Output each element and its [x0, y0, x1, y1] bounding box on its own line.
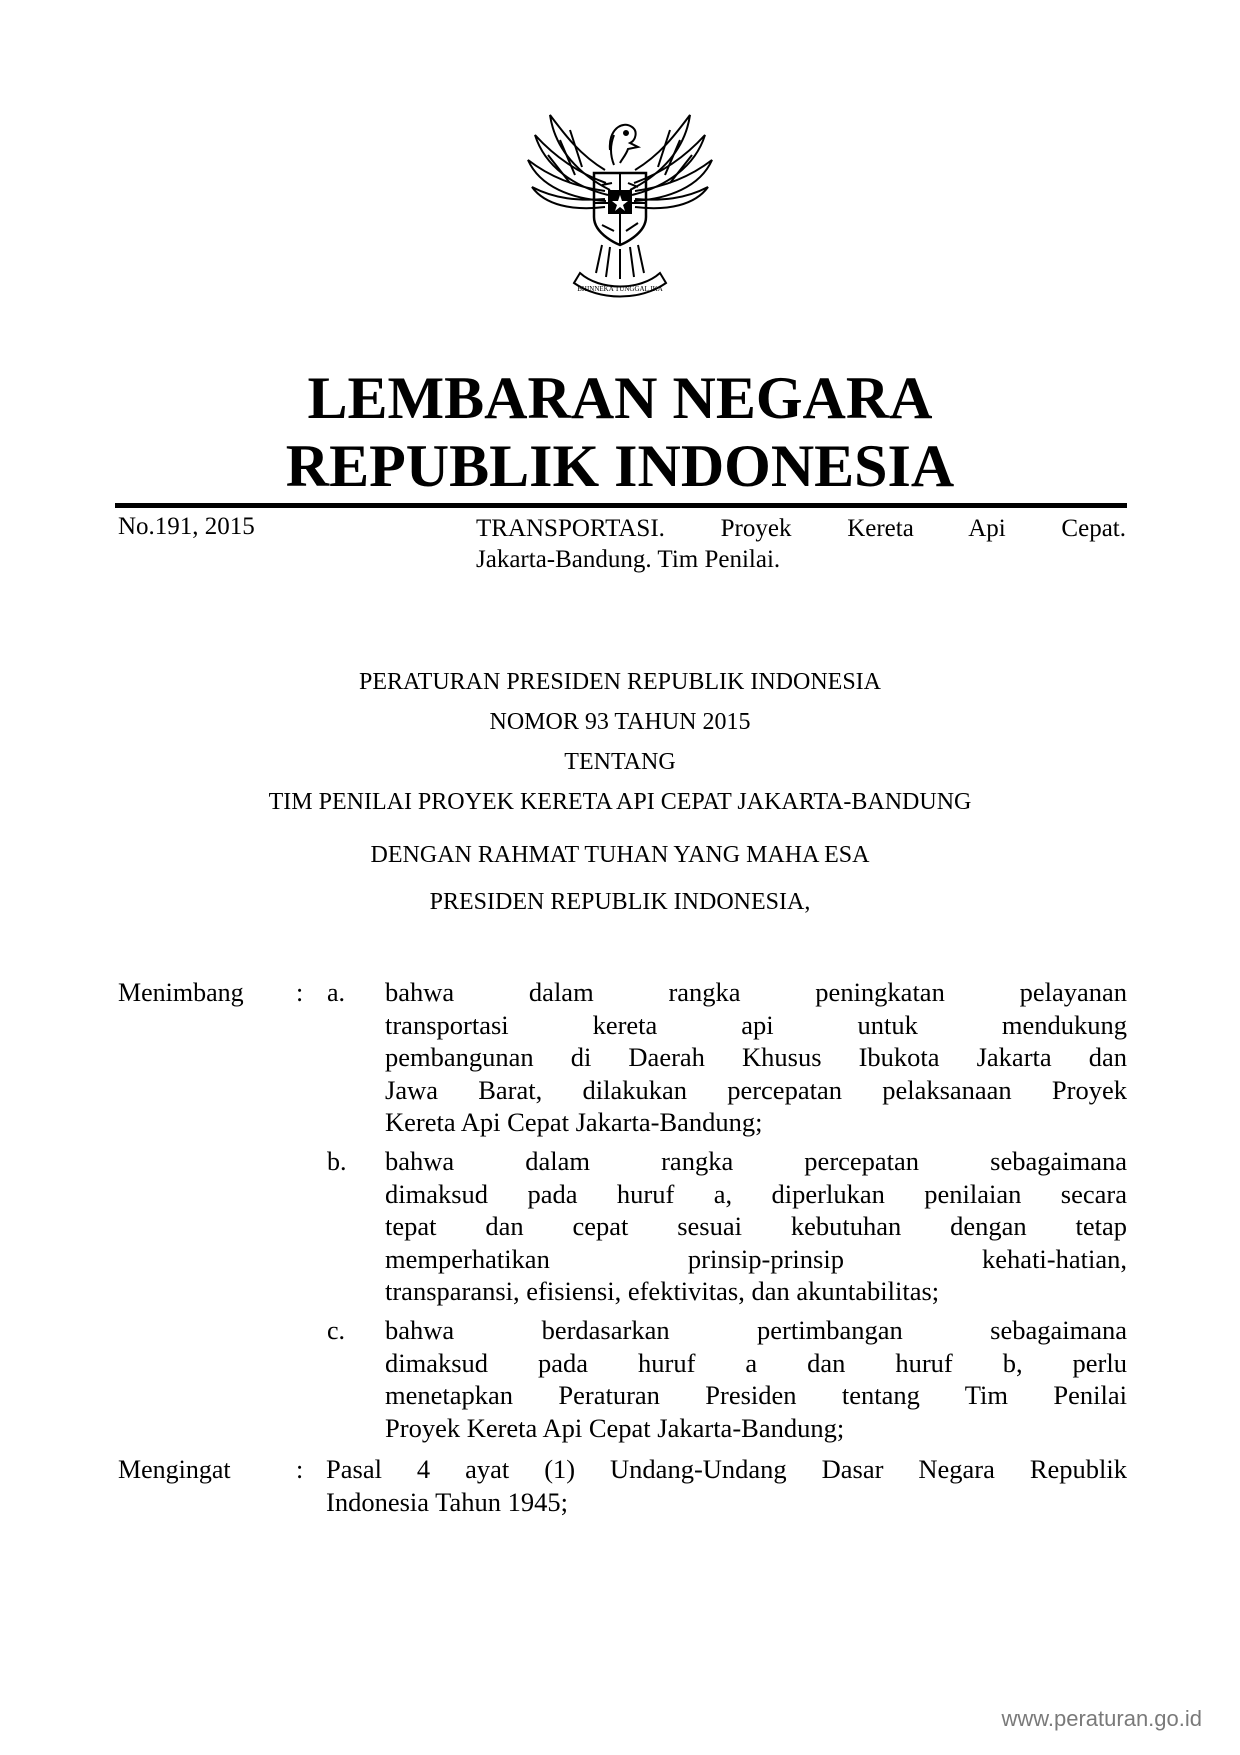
- president-heading: PRESIDEN REPUBLIK INDONESIA,: [429, 889, 811, 915]
- menimbang-item-c-marker: c.: [327, 1316, 346, 1345]
- menimbang-item-a-marker: a.: [327, 978, 346, 1007]
- regulation-number: NOMOR 93 TAHUN 2015: [489, 709, 751, 735]
- regulation-subject: TIM PENILAI PROYEK KERETA API CEPAT JAKARTA-BANDUNG: [268, 789, 972, 815]
- text-line: transparansi, efisiensi, efektivitas, dan akuntabilitas;: [385, 1276, 940, 1306]
- text-line: Jawa Barat, dilakukan percepatan pelaksanaan Proyek: [385, 1074, 1127, 1105]
- masthead-title-line1: LEMBARAN NEGARA: [307, 365, 933, 431]
- masthead-divider: [115, 503, 1127, 508]
- menimbang-item-b: [385, 1145, 1127, 1308]
- text-line: Kereta Api Cepat Jakarta-Bandung;: [385, 1107, 763, 1137]
- text-line: bahwa dalam rangka percepatan sebagaimana: [385, 1146, 1127, 1176]
- gazette-subject-line1: TRANSPORTASI. Proyek Kereta Api Cepat.: [476, 515, 1126, 542]
- text-line: bahwa berdasarkan pertimbangan sebagaimana: [385, 1315, 1127, 1345]
- mengingat-item: [326, 1453, 1127, 1518]
- text-line: Proyek Kereta Api Cepat Jakarta-Bandung;: [385, 1412, 845, 1443]
- text-line: dimaksud pada huruf a dan huruf b, perlu: [385, 1347, 1127, 1378]
- masthead-title-line2: REPUBLIK INDONESIA: [285, 433, 955, 499]
- menimbang-item-a: [385, 976, 1127, 1139]
- text-line: pembangunan di Daerah Khusus Ibukota Jakarta dan: [385, 1042, 1127, 1072]
- garuda-emblem: [510, 95, 730, 315]
- emblem-motto: BHINNEKA TUNGGAL IKA: [577, 285, 663, 293]
- gazette-number: No.191, 2015: [118, 513, 255, 540]
- regulation-title-line1: PERATURAN PRESIDEN REPUBLIK INDONESIA: [358, 669, 882, 695]
- gazette-subject-line2: Jakarta-Bandung. Tim Penilai.: [476, 546, 781, 573]
- text-line: menetapkan Peraturan Presiden tentang Tim Penilai: [385, 1380, 1127, 1410]
- text-line: transportasi kereta api untuk mendukung: [385, 1009, 1127, 1040]
- gazette-subject: [476, 513, 1126, 575]
- text-line: dimaksud pada huruf a, diperlukan penilaian secara: [385, 1178, 1127, 1209]
- text-line: tepat dan cepat sesuai kebutuhan dengan tetap: [385, 1211, 1127, 1241]
- website-watermark: www.peraturan.go.id: [1001, 1706, 1202, 1731]
- mengingat-colon: :: [296, 1455, 304, 1484]
- menimbang-item-b-marker: b.: [327, 1147, 347, 1176]
- text-line: memperhatikan prinsip-prinsip kehati-hatian,: [385, 1243, 1127, 1274]
- regulation-tentang: TENTANG: [564, 749, 676, 775]
- menimbang-label: Menimbang: [118, 978, 244, 1007]
- menimbang-item-c: [385, 1314, 1127, 1444]
- invocation: DENGAN RAHMAT TUHAN YANG MAHA ESA: [370, 842, 870, 868]
- text-line: Indonesia Tahun 1945;: [326, 1486, 569, 1517]
- menimbang-colon: :: [296, 978, 304, 1007]
- text-line: Pasal 4 ayat (1) Undang-Undang Dasar Negara Republik: [326, 1454, 1127, 1484]
- text-line: bahwa dalam rangka peningkatan pelayanan: [385, 977, 1127, 1007]
- mengingat-label: Mengingat: [118, 1455, 231, 1484]
